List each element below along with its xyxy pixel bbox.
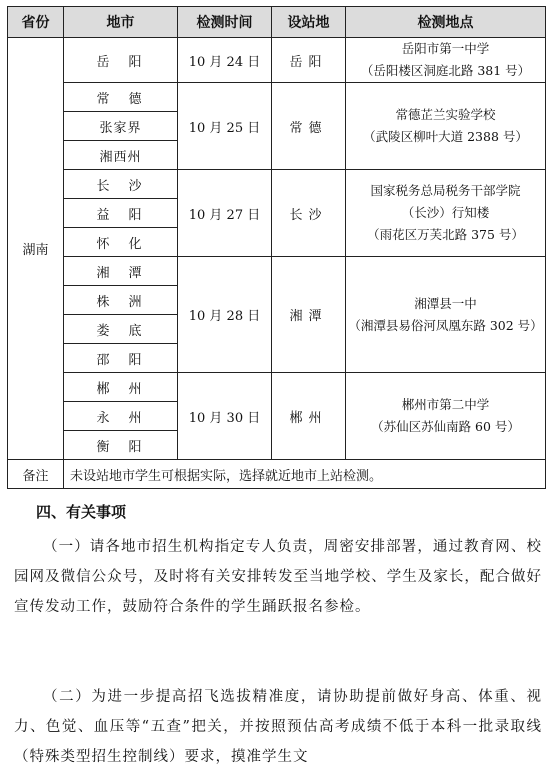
date-cell: 10 月 25 日 bbox=[178, 83, 272, 170]
city-cell: 邵 阳 bbox=[64, 344, 178, 373]
table-row bbox=[8, 257, 546, 286]
city-cell: 株 洲 bbox=[64, 286, 178, 315]
city-cell: 益 阳 bbox=[64, 199, 178, 228]
city-cell: 怀 化 bbox=[64, 228, 178, 257]
location-line: （武陵区柳叶大道 2388 号） bbox=[363, 129, 528, 144]
header-site: 设站地 bbox=[272, 7, 346, 38]
site-cell: 长沙 bbox=[272, 170, 346, 257]
city-cell: 衡 阳 bbox=[64, 431, 178, 460]
table-row bbox=[8, 373, 546, 402]
inspection-schedule-table bbox=[7, 6, 546, 489]
table-row bbox=[8, 83, 546, 112]
city-cell: 张家界 bbox=[64, 112, 178, 141]
table-header-row bbox=[8, 7, 546, 38]
location-line: 岳阳市第一中学 bbox=[401, 41, 490, 56]
location-line: （岳阳楼区洞庭北路 381 号） bbox=[360, 63, 531, 78]
province-cell: 湖南 bbox=[8, 38, 64, 460]
location-line: （湘潭县易俗河凤凰东路 302 号） bbox=[348, 317, 543, 333]
date-cell: 10 月 28 日 bbox=[178, 257, 272, 373]
city-cell: 湘西州 bbox=[64, 141, 178, 170]
location-line: （苏仙区苏仙南路 60 号） bbox=[371, 419, 520, 434]
location-line: 国家税务总局税务干部学院 bbox=[370, 183, 521, 198]
date-cell: 10 月 24 日 bbox=[178, 38, 272, 83]
date-cell: 10 月 27 日 bbox=[178, 170, 272, 257]
location-cell bbox=[346, 170, 546, 257]
header-city: 地市 bbox=[64, 7, 178, 38]
site-cell: 湘潭 bbox=[272, 257, 346, 373]
note-text: 未设站地市学生可根据实际，选择就近地市上站检测。 bbox=[64, 460, 546, 489]
paragraph-2: （二）为进一步提高招飞选拔精准度，请协助提前做好身高、体重、视力、色觉、血压等“五查”把关，并按照预估高考成绩不低于本科一批录取线（特殊类型招生控制线）要求，摸准学生文 bbox=[14, 689, 542, 765]
site-cell: 常德 bbox=[272, 83, 346, 170]
location-line: 常德芷兰实验学校 bbox=[395, 107, 496, 122]
header-date: 检测时间 bbox=[178, 7, 272, 38]
table-note-row bbox=[8, 460, 546, 489]
table-row bbox=[8, 38, 546, 83]
city-cell: 岳 阳 bbox=[64, 38, 178, 83]
location-cell bbox=[346, 38, 546, 83]
table-row bbox=[8, 170, 546, 199]
city-cell: 永 州 bbox=[64, 402, 178, 431]
city-cell: 郴 州 bbox=[64, 373, 178, 402]
city-cell: 湘 潭 bbox=[64, 257, 178, 286]
site-cell: 岳阳 bbox=[272, 38, 346, 83]
location-line: 郴州市第二中学 bbox=[401, 397, 490, 412]
header-province: 省份 bbox=[8, 7, 64, 38]
location-line: 湘潭县一中 bbox=[414, 295, 477, 311]
location-cell bbox=[346, 257, 546, 373]
city-cell: 常 德 bbox=[64, 83, 178, 112]
city-cell: 娄 底 bbox=[64, 315, 178, 344]
location-line: （长沙）行知楼 bbox=[401, 205, 490, 220]
location-line: （雨花区万芙北路 375 号） bbox=[367, 227, 524, 242]
section-heading: 四、有关事项 bbox=[36, 503, 127, 521]
location-cell bbox=[346, 373, 546, 460]
note-label: 备注 bbox=[8, 460, 64, 489]
site-cell: 郴州 bbox=[272, 373, 346, 460]
paragraph-1: （一）请各地市招生机构指定专人负责，周密安排部署，通过教育网、校园网及微信公众号，及时将有关安排转发至当地学校、学生及家长，配合做好宣传发动工作，鼓励符合条件的学生踊跃报名参检。 bbox=[14, 539, 542, 615]
date-cell: 10 月 30 日 bbox=[178, 373, 272, 460]
city-cell: 长 沙 bbox=[64, 170, 178, 199]
location-cell bbox=[346, 83, 546, 170]
header-location: 检测地点 bbox=[346, 7, 546, 38]
